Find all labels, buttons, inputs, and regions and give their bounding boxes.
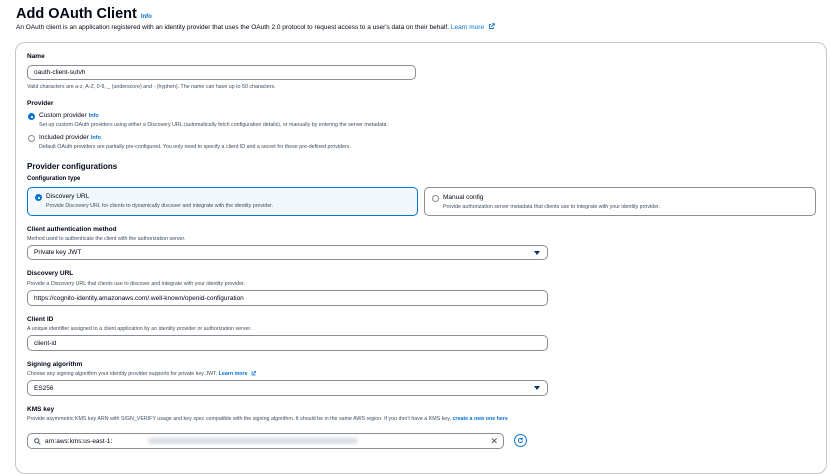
page-description	[16, 23, 495, 31]
manual-config-tile-label: Manual config	[443, 194, 484, 201]
kms-create-link[interactable]: create a new one here	[452, 416, 508, 422]
signing-value: ES256	[34, 384, 54, 392]
discovery-url-tile[interactable]	[27, 187, 418, 216]
search-icon	[34, 438, 41, 445]
discovery-url-input[interactable]	[27, 290, 548, 306]
name-input[interactable]	[27, 65, 416, 80]
clear-icon[interactable]: ✕	[490, 436, 498, 446]
discovery-url-hint: Provide a Discovery URL that clients use to discover and integrate with your identity provider.	[27, 281, 245, 287]
signing-label: Signing algorithm	[27, 361, 83, 368]
discovery-url-label: Discovery URL	[27, 270, 74, 277]
name-hint: Valid characters are a-z, A-Z, 0-9, _ (underscore) and - (hyphen). The name can have up to 50 characters.	[27, 84, 276, 90]
auth-method-value: Private key JWT	[34, 249, 82, 256]
info-link[interactable]: Info	[140, 14, 152, 20]
custom-provider-info[interactable]: Info	[88, 113, 99, 119]
signing-learn-more-link[interactable]: Learn more	[218, 371, 248, 377]
provider-config-heading: Provider configurations	[27, 162, 118, 171]
redacted-value	[148, 438, 358, 444]
signing-hint-text: Choose any signing algorithm your identity provider supports for private key JWT.	[27, 371, 218, 377]
kms-input[interactable]	[27, 433, 504, 449]
custom-provider-label: Custom provider	[39, 112, 87, 119]
external-link-icon	[251, 371, 256, 376]
discovery-url-radio[interactable]	[35, 194, 42, 201]
refresh-icon	[517, 437, 524, 444]
discovery-url-tile-desc: Provide Discovery URL for clients to dynamically discover and integrate with the identity provider.	[46, 203, 274, 209]
provider-label: Provider	[27, 100, 54, 107]
learn-more-link[interactable]: Learn more	[450, 24, 485, 31]
kms-label: KMS key	[27, 406, 55, 413]
auth-method-hint: Method used to authenticate the client with the authorization server.	[27, 236, 186, 242]
included-provider-label: Included provider	[39, 134, 89, 141]
page-title	[16, 6, 152, 22]
signing-select[interactable]	[27, 380, 548, 396]
auth-method-label: Client authentication method	[27, 226, 117, 233]
client-id-input[interactable]	[27, 335, 548, 351]
included-provider-radio[interactable]	[28, 135, 35, 142]
manual-config-tile-desc: Provide authorization server metadata that clients use to integrate with your identity provider.	[443, 204, 660, 210]
caret-down-icon	[534, 386, 540, 390]
custom-provider-option[interactable]	[39, 112, 99, 119]
refresh-button[interactable]	[514, 434, 527, 447]
page-title-text: Add OAuth Client	[16, 6, 137, 22]
name-input-value: oauth-client-sutvh	[34, 69, 86, 76]
name-label: Name	[27, 53, 45, 60]
discovery-url-tile-label: Discovery URL	[46, 193, 90, 200]
kms-hint-text: Provide asymmetric KMS key ARN with SIGN_VERIFY usage and key spec compatible with the signing algorithm. It should be in the same AWS region. If you don't have a KMS key,	[27, 416, 451, 422]
client-id-value: client-id	[34, 339, 57, 347]
included-provider-option[interactable]	[39, 134, 101, 141]
kms-hint	[27, 416, 547, 424]
manual-config-radio[interactable]	[432, 195, 439, 202]
included-provider-info[interactable]: Info	[90, 135, 101, 141]
page-description-text: An OAuth client is an application registered with an identity provider that uses the OAuth 2.0 protocol to request access to a user's data on their behalf.	[16, 24, 450, 31]
client-id-hint: A unique identifier assigned to a client application by an identity provider or authorization server.	[27, 326, 252, 332]
auth-method-select[interactable]	[27, 245, 548, 260]
signing-hint	[27, 371, 256, 377]
client-id-label: Client ID	[27, 316, 54, 323]
caret-down-icon	[534, 251, 540, 255]
custom-provider-desc: Set up custom OAuth providers using either a Discovery URL (automatically fetch configuration details), or manually by entering the server metadata.	[39, 122, 388, 128]
manual-config-tile[interactable]	[424, 187, 816, 216]
config-type-label: Configuration type	[27, 176, 81, 182]
custom-provider-radio[interactable]	[28, 113, 35, 120]
kms-value: arn:aws:kms:us-east-1:	[45, 437, 113, 445]
discovery-url-value: https://cognito-identity.amazonaws.com/.well-known/openid-configuration	[34, 294, 244, 302]
external-link-icon	[488, 23, 495, 30]
included-provider-desc: Default OAuth providers are partially pre-configured. You only need to specify a client ID and a secret for these pre-defined providers.	[39, 144, 351, 150]
